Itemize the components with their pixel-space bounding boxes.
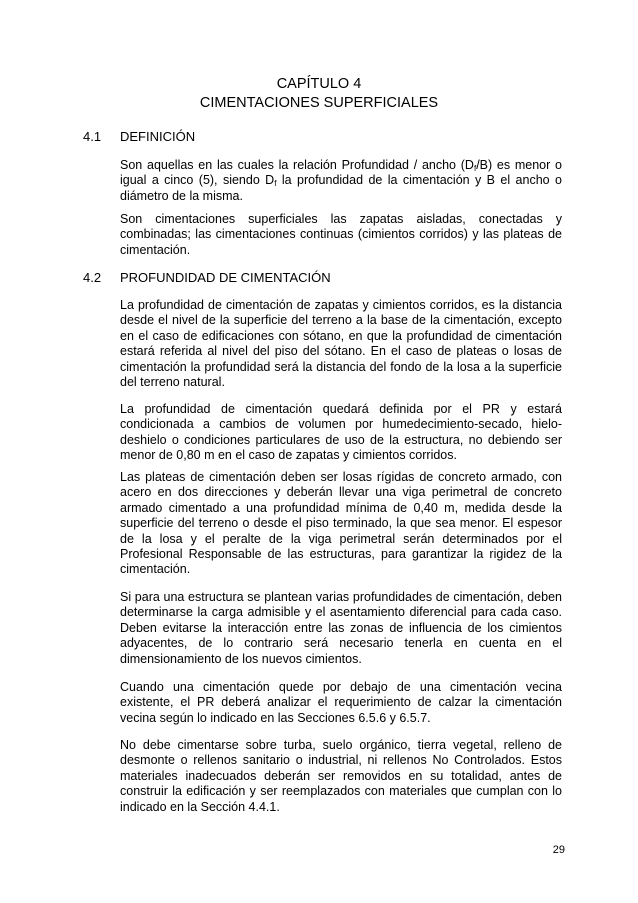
paragraph: No debe cimentarse sobre turba, suelo orgánico, tierra vegetal, relleno de desmonte o rellenos sanitario o industrial, ni rellenos No Controlados. Estos materiales inadecuados deberán ser removidos en su totalidad, antes de construir la edificación y ser reemplazados con materiales que cumplan con lo indicado en la Sección 4.4.1. [120,738,562,814]
paragraph: La profundidad de cimentación de zapatas y cimientos corridos, es la distancia desde el nivel de la superficie del terreno a la base de la cimentación, excepto en el caso de edificaciones con sótano, en que la profundidad de cimentación estará referida al nivel del piso del sótano. En el caso de plateas o losas de cimentación la profundidad será la distancia del fondo de la losa a la superficie del terreno natural. [120,298,562,390]
paragraph: La profundidad de cimentación quedará definida por el PR y estará condicionada a cambios de volumen por humedecimiento-secado, hielo-deshielo o condiciones particulares de uso de la estructura, no debiendo ser menor de 0,80 m en el caso de zapatas y cimientos corridos. [120,402,562,463]
chapter-title: CIMENTACIONES SUPERFICIALES [199,95,439,111]
paragraph: Las plateas de cimentación deben ser losas rígidas de concreto armado, con acero en dos direcciones y deberán llevar una viga perimetral de concreto armado cimentado a una profundidad mínima de 0,40 m, medida desde la superficie del terreno o desde el piso terminado, la que sea menor. El espesor de la losa y el peralte de la viga perimetral serán determinados por el Profesional Responsable de las estructuras, para garantizar la rigidez de la cimentación. [120,470,562,577]
page-number: 29 [552,844,565,856]
paragraph: Cuando una cimentación quede por debajo de una cimentación vecina existente, el PR deberá analizar el requerimiento de calzar la cimentación vecina según lo indicado en las Secciones 6.5.6 y 6.5.7. [120,680,562,725]
paragraph-definition: Son aquellas en las cuales la relación Profundidad / ancho $(D_f/B)$ es menor o igual a cinco (5), siendo $D_f$ la profundidad de la cimentación y B el ancho o diámetro de la misma. [120,158,562,203]
paragraph: Si para una estructura se plantean varias profundidades de cimentación, deben determinarse la carga admisible y el asentamiento diferencial para cada caso. Deben evitarse la interacción entre las zonas de influencia de los cimientos adyacentes, de lo contrario será necesario tenerla en cuenta en el dimensionamiento de los nuevos cimientos. [120,590,562,666]
chapter-label: CAPÍTULO 4 [276,76,362,92]
section-title: DEFINICIÓN [120,129,196,144]
section-title: PROFUNDIDAD DE CIMENTACIÓN [120,270,331,285]
section-number: 4.2 [83,270,102,285]
section-number: 4.1 [83,129,102,144]
paragraph: Son cimentaciones superficiales las zapatas aisladas, conectadas y combinadas; las cimentaciones continuas (cimientos corridos) y las plateas de cimentación. [120,212,562,257]
